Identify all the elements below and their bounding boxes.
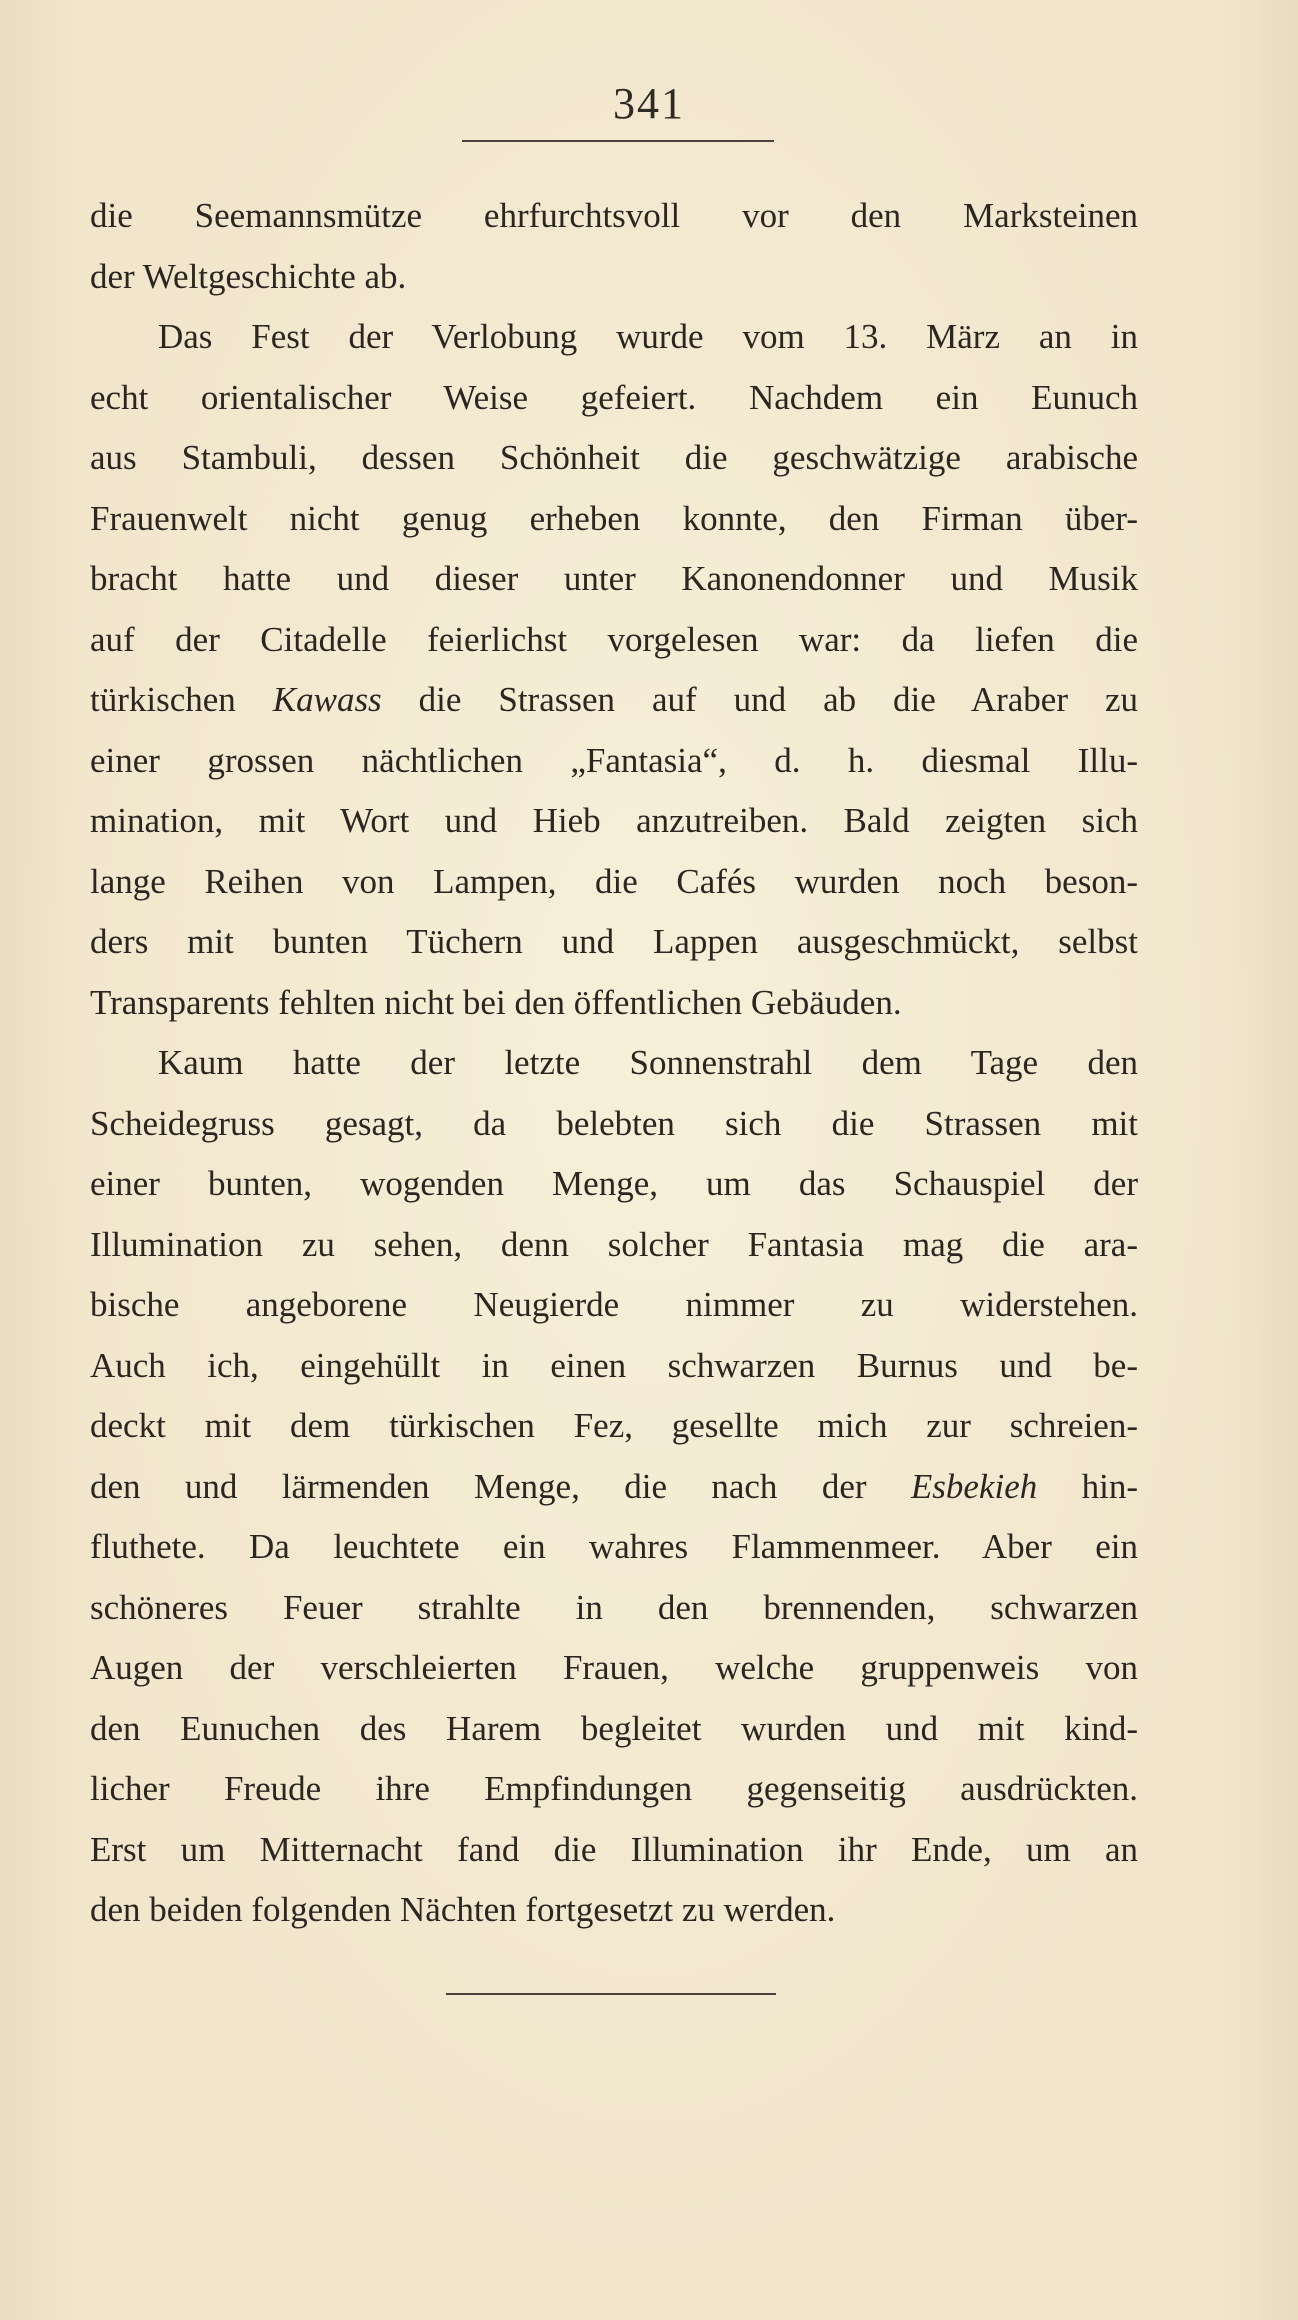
text-line: einer bunten, wogenden Menge, um das Schauspiel der xyxy=(90,1164,1138,1203)
text-line: deckt mit dem türkischen Fez, gesellte mich zur schreien- xyxy=(90,1406,1138,1445)
footer-rule xyxy=(446,1993,776,1995)
italic-term: Kawass xyxy=(272,680,382,719)
text-line: den beiden folgenden Nächten fortgesetzt zu werden. xyxy=(90,1890,836,1929)
text-line: Illumination zu sehen, denn solcher Fantasia mag die ara- xyxy=(90,1224,1138,1264)
header-rule xyxy=(462,140,774,142)
text-line: Erst um Mitternacht fand die Illumination ihr Ende, um an xyxy=(90,1829,1138,1869)
text-fragment: die Strassen auf und ab die Araber zu xyxy=(381,680,1138,719)
text-line: der Weltgeschichte ab. xyxy=(90,256,407,296)
text-line: bracht hatte und dieser unter Kanonendonner und Musik xyxy=(90,559,1138,598)
text-line: lange Reihen von Lampen, die Cafés wurden noch beson- xyxy=(90,861,1138,901)
text-fragment: türkischen xyxy=(90,680,273,719)
text-line: Auch ich, eingehüllt in einen schwarzen Burnus und be- xyxy=(90,1345,1138,1385)
page-number: 341 xyxy=(613,79,685,128)
text-fragment: den und lärmenden Menge, die nach der xyxy=(90,1466,911,1506)
text-line xyxy=(90,670,1138,731)
text-line: die Seemannsmütze ehrfurchtsvoll vor den Marksteinen xyxy=(90,196,1138,235)
text-line: Kaum hatte der letzte Sonnenstrahl dem Tage den xyxy=(158,1043,1138,1082)
text-line: bische angeborene Neugierde nimmer zu widerstehen. xyxy=(90,1285,1138,1324)
text-line: echt orientalischer Weise gefeiert. Nachdem ein Eunuch xyxy=(90,377,1138,417)
text-line: Augen der verschleierten Frauen, welche gruppenweis von xyxy=(90,1648,1138,1687)
text-line: einer grossen nächtlichen „Fantasia“, d. h. diesmal Illu- xyxy=(90,740,1138,780)
text-line: mination, mit Wort und Hieb anzutreiben. Bald zeigten sich xyxy=(90,801,1138,840)
text-line: schöneres Feuer strahlte in den brennenden, schwarzen xyxy=(90,1587,1138,1627)
body-text xyxy=(90,186,1138,1941)
text-line xyxy=(90,1457,1138,1518)
text-line: fluthete. Da leuchtete ein wahres Flammenmeer. Aber ein xyxy=(90,1527,1138,1566)
text-fragment: hin- xyxy=(1037,1466,1138,1506)
text-line: Frauenwelt nicht genug erheben konnte, den Firman über- xyxy=(90,498,1138,538)
text-line: licher Freude ihre Empfindungen gegenseitig ausdrückten. xyxy=(90,1769,1138,1808)
text-line: aus Stambuli, dessen Schönheit die geschwätzige arabische xyxy=(90,438,1138,477)
text-line: Das Fest der Verlobung wurde vom 13. März an in xyxy=(158,317,1138,356)
text-line: Scheidegruss gesagt, da belebten sich die Strassen mit xyxy=(90,1103,1138,1143)
text-line: Transparents fehlten nicht bei den öffentlichen Gebäuden. xyxy=(90,982,902,1022)
text-line: ders mit bunten Tüchern und Lappen ausgeschmückt, selbst xyxy=(90,922,1138,961)
text-line: auf der Citadelle feierlichst vorgelesen war: da liefen die xyxy=(90,619,1138,659)
text-line: den Eunuchen des Harem begleitet wurden und mit kind- xyxy=(90,1708,1138,1748)
italic-term: Esbekieh xyxy=(910,1466,1038,1506)
